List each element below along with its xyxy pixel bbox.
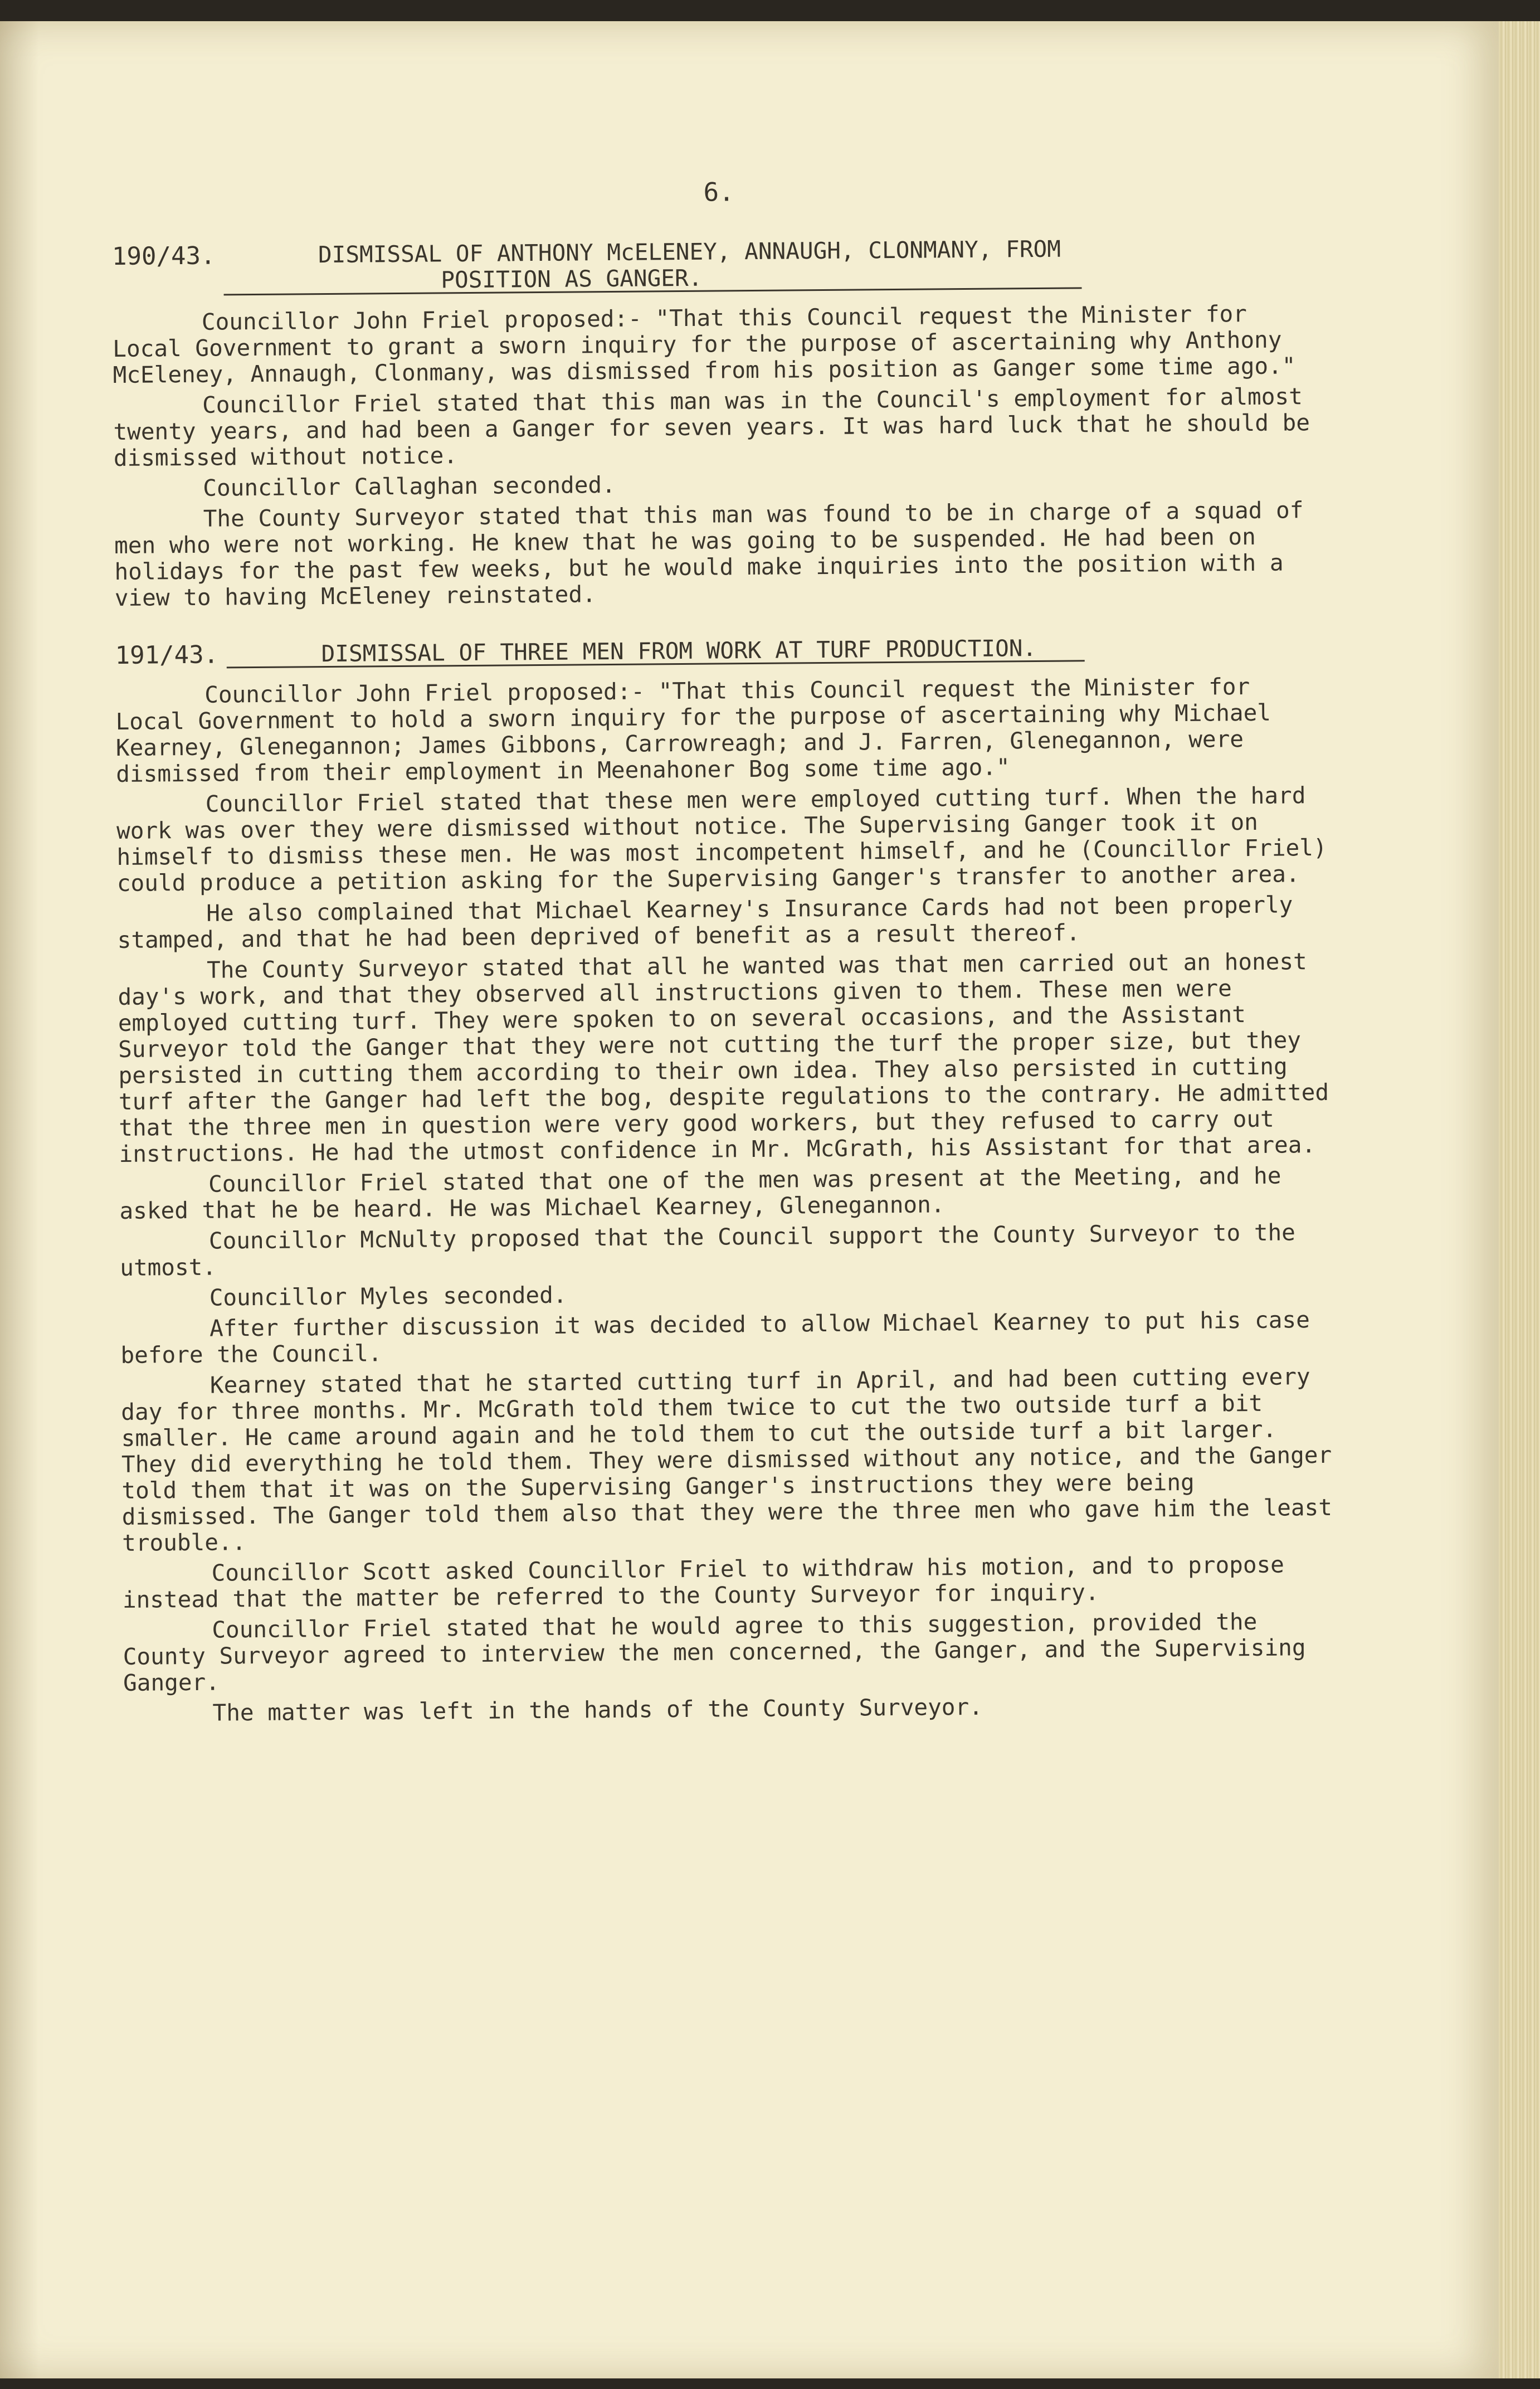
paragraph: Councillor Friel stated that one of the men was present at the Meeting, and he asked that he be heard. He was Michael Kearney, Glenegannon. xyxy=(119,1162,1281,1224)
paragraph: Councillor Friel stated that this man was in the Council's employment for almost twenty years, and had been a Ganger for seven years. It was hard luck that he should be dismissed without notice. xyxy=(113,383,1310,471)
page-number: 6. xyxy=(703,177,735,207)
paragraph: Councillor Myles seconded. xyxy=(209,1281,567,1311)
paragraph: Councillor Friel stated that these men were employed cutting turf. When the hard work was over they were dismissed without notice. The Supervising Ganger took it on himself to dismiss these men. He was most incompetent himself, and he (Councillor Friel) could produce a petition asking for the Supervising Ganger's transfer to another area. xyxy=(116,782,1327,897)
paragraph: The County Surveyor stated that this man was found to be in charge of a squad of men who were not working. He knew that he was going to be suspended. He had been on holidays for the past few weeks, but he would make inquiries into the position with a view to having McEleney reinstated. xyxy=(114,497,1304,611)
minute-title-line2: POSITION AS GANGER. xyxy=(441,264,703,294)
binding-shadow xyxy=(0,21,39,2378)
paragraph: Councillor McNulty proposed that the Council support the County Surveyor to the utmost. xyxy=(120,1219,1296,1281)
page-edges xyxy=(1499,21,1540,2378)
paragraph: Councillor John Friel proposed:- "That this Council request the Minister for Local Government to grant a sworn inquiry for the purpose of ascertaining why Anthony McEleney, Annaugh, Clonmany, was dismissed from his position as Ganger some time ago." xyxy=(113,300,1296,388)
paragraph: He also complained that Michael Kearney's Insurance Cards had not been properly stamped, and that he had been deprived of benefit as a result thereof. xyxy=(117,891,1293,953)
minute-number: 191/43. xyxy=(115,640,219,670)
paragraph: Councillor Scott asked Councillor Friel to withdraw his motion, and to propose instead that the matter be referred to the County Surveyor for inquiry. xyxy=(122,1551,1285,1613)
paragraph: After further discussion it was decided to allow Michael Kearney to put his case before the Council. xyxy=(120,1306,1310,1369)
paragraph: The County Surveyor stated that all he wanted was that men carried out an honest day's work, and that they observed all instructions given to them. These men were employed cutting turf. They were spoken to on several occasions, and the Assistant Surveyor told the Ganger that they were not cutting the turf the proper size, but they persisted in cutting them according to their own idea. They also persisted in cutting turf after the Ganger had left the bog, despite regulations to the contrary. He admitted that the three men in question were very good workers, but they refused to carry out instructions. He had the utmost confidence in Mr. McGrath, his Assistant for that area. xyxy=(118,948,1329,1167)
typed-minutes xyxy=(111,174,1338,1758)
paragraph: The matter was left in the hands of the County Surveyor. xyxy=(212,1693,983,1726)
minute-heading xyxy=(112,234,1327,296)
minute-title-line1: DISMISSAL OF ANTHONY McELENEY, ANNAUGH, CLONMANY, FROM xyxy=(318,235,1061,269)
minute-title xyxy=(318,234,1327,294)
bottom-strip xyxy=(0,2378,1540,2389)
minute-191 xyxy=(115,633,1338,1727)
paragraph: Councillor Friel stated that he would agree to this suggestion, provided the County Surveyor agreed to interview the men concerned, the Ganger, and the Supervising Ganger. xyxy=(123,1608,1306,1696)
paragraph: Councillor Callaghan seconded. xyxy=(203,471,616,502)
minute-190 xyxy=(112,234,1329,611)
minute-heading xyxy=(115,633,1329,669)
paragraph: Councillor John Friel proposed:- "That this Council request the Minister for Local Government to hold a sworn inquiry for the purpose of ascertaining why Michael Kearney, Glenegannon; James Gibbons, Carrowreagh; and J. Farren, Glenegannon, were dismissed from their employment in Meenahoner Bog some time ago." xyxy=(115,673,1271,787)
minute-title xyxy=(321,633,1329,667)
minute-number: 190/43. xyxy=(111,241,216,271)
paragraph: Kearney stated that he started cutting turf in April, and had been cutting every day for three months. Mr. McGrath told them twice to cut the two outside turf a bit smaller. He came around again and he told them to cut the outside turf a bit larger. They did everything he told them. They were dismissed without any notice, and the Ganger told them that it was on the Supervising Ganger's instructions they were being dismissed. The Ganger told them also that they were the three men who gave him the least trouble.. xyxy=(121,1363,1333,1556)
minute-title-line1: DISMISSAL OF THREE MEN FROM WORK AT TURF PRODUCTION. xyxy=(321,634,1037,668)
